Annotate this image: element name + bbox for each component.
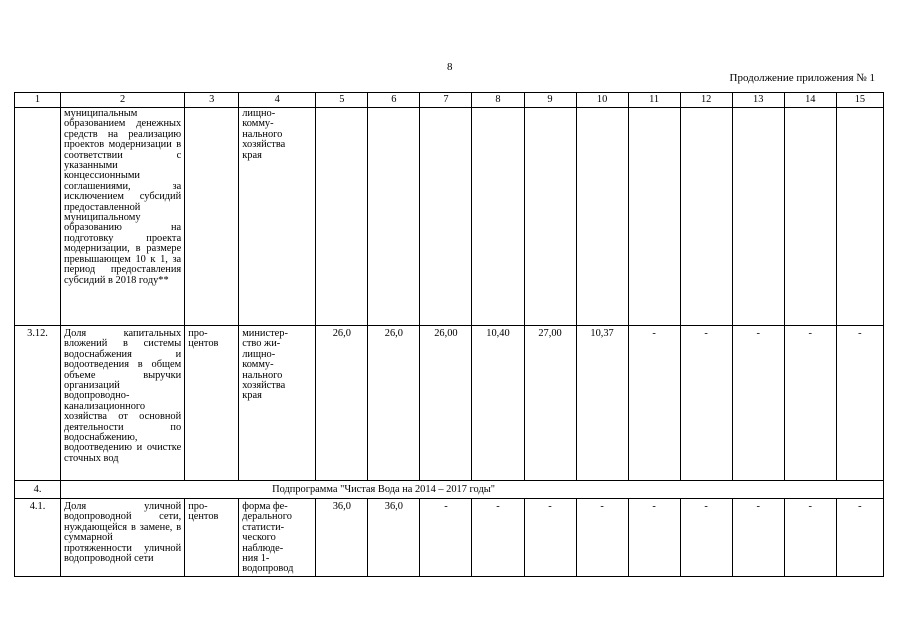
value-cell [576, 108, 628, 326]
value-cell: 26,0 [316, 326, 368, 481]
row-number: 4.1. [15, 499, 61, 577]
page-number: 8 [447, 61, 453, 73]
header-cell: 1 [15, 93, 61, 108]
unit-cell [185, 108, 239, 326]
value-cell: - [784, 326, 836, 481]
value-cell [628, 108, 680, 326]
section-row [15, 481, 884, 499]
header-cell: 9 [524, 93, 576, 108]
value-cell: - [836, 326, 883, 481]
value-cell: 26,00 [420, 326, 472, 481]
section-number: 4. [15, 481, 61, 499]
header-cell: 2 [61, 93, 185, 108]
indicators-table [14, 92, 884, 577]
table-row [15, 499, 884, 577]
value-cell: 26,0 [368, 326, 420, 481]
header-cell: 4 [239, 93, 316, 108]
value-cell: 36,0 [316, 499, 368, 577]
value-cell: - [420, 499, 472, 577]
value-cell: - [836, 499, 883, 577]
indicator-cell: муниципальным образованием денежных средств на реализацию проектов модернизации в соответствии с указанными концессионными соглашениями, за исключением субсидий предоставленной муниципальному образованию на подготовку проекта модернизации, в размере превышающем 10 к 1, за период предоставления субсидий в 2018 году** [61, 108, 185, 326]
table-row [15, 108, 884, 326]
value-cell: - [628, 326, 680, 481]
unit-cell: про- центов [185, 499, 239, 577]
header-cell: 5 [316, 93, 368, 108]
header-row [15, 93, 884, 108]
source-cell: министер- ство жи- лищно- комму- нального хозяйства края [239, 326, 316, 481]
header-cell: 8 [472, 93, 524, 108]
source-cell: лищно- комму- нального хозяйства края [239, 108, 316, 326]
value-cell: 36,0 [368, 499, 420, 577]
value-cell: 10,37 [576, 326, 628, 481]
indicator-cell: Доля капитальных вложений в системы водоснабжения и водоотведения в общем объеме выручки организаций водопроводно-канализационного хозяйства от основной деятельности по водоснабжению, водоотведению и очистке сточных вод [61, 326, 185, 481]
value-cell: - [680, 499, 732, 577]
value-cell: 27,00 [524, 326, 576, 481]
value-cell [836, 108, 883, 326]
value-cell: - [472, 499, 524, 577]
header-cell: 6 [368, 93, 420, 108]
value-cell: - [732, 326, 784, 481]
header-cell: 11 [628, 93, 680, 108]
header-cell: 14 [784, 93, 836, 108]
header-cell: 10 [576, 93, 628, 108]
unit-cell: про- центов [185, 326, 239, 481]
header-cell: 3 [185, 93, 239, 108]
header-cell: 7 [420, 93, 472, 108]
value-cell [316, 108, 368, 326]
value-cell: - [680, 326, 732, 481]
header-cell: 15 [836, 93, 883, 108]
header-cell: 13 [732, 93, 784, 108]
header-cell: 12 [680, 93, 732, 108]
value-cell: - [576, 499, 628, 577]
value-cell: - [524, 499, 576, 577]
value-cell [368, 108, 420, 326]
value-cell [680, 108, 732, 326]
row-number: 3.12. [15, 326, 61, 481]
value-cell: - [628, 499, 680, 577]
value-cell [524, 108, 576, 326]
continuation-title: Продолжение приложения № 1 [729, 72, 875, 84]
value-cell: - [732, 499, 784, 577]
source-cell: форма фе- дерального статисти- ческого наблюде- ния 1- водопровод [239, 499, 316, 577]
value-cell [472, 108, 524, 326]
value-cell [420, 108, 472, 326]
table-row [15, 326, 884, 481]
value-cell [784, 108, 836, 326]
row-number [15, 108, 61, 326]
indicator-cell: Доля уличной водопроводной сети, нуждающейся в замене, в суммарной протяженности уличной водопроводной сети [61, 499, 185, 577]
value-cell: - [784, 499, 836, 577]
value-cell: 10,40 [472, 326, 524, 481]
value-cell [732, 108, 784, 326]
section-title: Подпрограмма "Чистая Вода на 2014 – 2017 годы" [61, 481, 884, 499]
